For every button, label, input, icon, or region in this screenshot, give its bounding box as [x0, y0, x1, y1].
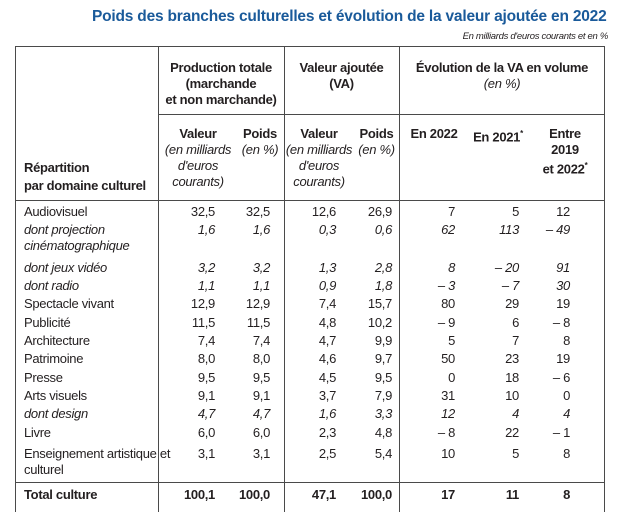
- cell-value: 5: [512, 204, 519, 219]
- col-header-en-2022: En 2022: [410, 126, 458, 141]
- cell-value: 91: [556, 260, 570, 275]
- cell-value: 50: [441, 351, 455, 366]
- cell-value: – 49: [545, 222, 570, 237]
- col-header-en-2021: En 2021*: [473, 129, 523, 145]
- cell-value: 32,5: [245, 204, 270, 219]
- col-header-prod-poids: Poids (en %): [241, 126, 279, 157]
- cell-value: 8,0: [197, 351, 215, 366]
- cell-value: – 20: [494, 260, 519, 275]
- cell-value: 2,8: [374, 260, 392, 275]
- cell-value: – 1: [552, 425, 570, 440]
- cell-value: 6: [512, 315, 519, 330]
- cell-value: 9,5: [252, 370, 270, 385]
- cell-value: 15,7: [367, 296, 392, 311]
- cell-value: 1,1: [252, 278, 270, 293]
- cell-value: 26,9: [367, 204, 392, 219]
- cell-value: 9,5: [197, 370, 215, 385]
- cell-value: 12,9: [245, 296, 270, 311]
- cell-value: 4,6: [318, 351, 336, 366]
- col-header-entre-2019-2022: Entre 2019 et 2022*: [542, 126, 588, 177]
- cell-value: 1,6: [318, 406, 336, 421]
- row-label: Arts visuels: [24, 388, 87, 403]
- cell-value: 11,5: [191, 315, 215, 330]
- divider-va: [284, 46, 285, 512]
- cell-value: 100,0: [360, 487, 392, 502]
- cell-value: 1,6: [197, 222, 215, 237]
- cell-value: 8: [563, 446, 570, 461]
- cell-value: 1,3: [318, 260, 336, 275]
- row-label: Livre: [24, 425, 51, 440]
- col-header-va-poids: Poids (en %): [358, 126, 395, 157]
- cell-value: 7,9: [374, 388, 392, 403]
- cell-value: 6,0: [197, 425, 215, 440]
- cell-value: 100,1: [183, 487, 215, 502]
- cell-value: 3,1: [252, 446, 270, 461]
- cell-value: 0: [563, 388, 570, 403]
- table-title: Poids des branches culturelles et évolution de la valeur ajoutée en 2022: [92, 8, 607, 25]
- cell-value: 29: [505, 296, 519, 311]
- col-header-va-valeur: Valeur (en milliards d'euros courants): [285, 126, 353, 189]
- cell-value: 19: [556, 351, 570, 366]
- cell-value: 7: [512, 333, 519, 348]
- header-bottom-rule: [15, 200, 605, 201]
- cell-value: 4: [563, 406, 570, 421]
- col-header-prod-valeur: Valeur (en milliards d'euros courants): [164, 126, 232, 189]
- header-underline-va: [284, 114, 399, 115]
- cell-value: 23: [505, 351, 519, 366]
- cell-value: 1,1: [197, 278, 215, 293]
- row-label: Total culture: [24, 487, 98, 502]
- cell-value: 3,2: [252, 260, 270, 275]
- cell-value: 4,8: [318, 315, 336, 330]
- cell-value: 0,9: [318, 278, 336, 293]
- row-label: Enseignement artistique et culturel: [24, 446, 171, 477]
- cell-value: 12,9: [190, 296, 215, 311]
- cell-value: 4,5: [318, 370, 336, 385]
- cell-value: 7,4: [318, 296, 336, 311]
- row-label: Spectacle vivant: [24, 296, 114, 311]
- cell-value: 9,7: [374, 351, 392, 366]
- cell-value: 9,9: [374, 333, 392, 348]
- cell-value: 4,8: [374, 425, 392, 440]
- row-label: dont radio: [24, 278, 79, 293]
- cell-value: 4: [512, 406, 519, 421]
- cell-value: 8,0: [252, 351, 270, 366]
- row-label: Audiovisuel: [24, 204, 88, 219]
- cell-value: 1,6: [252, 222, 270, 237]
- row-label: dont jeux vidéo: [24, 260, 107, 275]
- cell-value: 7,4: [197, 333, 215, 348]
- row-label: dont projection cinématographique: [24, 222, 130, 253]
- cell-value: 11,5: [246, 315, 270, 330]
- cell-value: 0: [448, 370, 455, 385]
- cell-value: 4,7: [197, 406, 215, 421]
- header-underline-production: [158, 114, 284, 115]
- cell-value: 47,1: [311, 487, 336, 502]
- cell-value: 12: [441, 406, 455, 421]
- cell-value: 2,3: [318, 425, 336, 440]
- cell-value: – 8: [552, 315, 570, 330]
- cell-value: 4,7: [252, 406, 270, 421]
- table-unit-note: En milliards d'euros courants et en %: [462, 31, 608, 42]
- cell-value: 7: [448, 204, 455, 219]
- cell-value: 1,8: [374, 278, 392, 293]
- cell-value: 6,0: [252, 425, 270, 440]
- cell-value: 9,5: [374, 370, 392, 385]
- cell-value: 22: [505, 425, 519, 440]
- row-label: Patrimoine: [24, 351, 84, 366]
- cell-value: 8: [563, 333, 570, 348]
- group-valeur-ajoutee: Valeur ajoutée (VA): [299, 60, 384, 91]
- cell-value: 10,2: [367, 315, 392, 330]
- cell-value: 31: [441, 388, 455, 403]
- cell-value: 11: [505, 487, 519, 502]
- row-label: Presse: [24, 370, 63, 385]
- cell-value: – 7: [501, 278, 519, 293]
- cell-value: 3,7: [318, 388, 336, 403]
- cell-value: 19: [556, 296, 570, 311]
- row-label: dont design: [24, 406, 88, 421]
- cell-value: 5: [448, 333, 455, 348]
- row-header-title: Répartition par domaine culturel: [24, 160, 146, 193]
- cell-value: 9,1: [252, 388, 270, 403]
- cell-value: 12: [556, 204, 570, 219]
- total-top-rule: [15, 482, 605, 483]
- header-underline-evolution: [399, 114, 605, 115]
- cell-value: 8: [563, 487, 570, 502]
- cell-value: – 8: [437, 425, 455, 440]
- cell-value: 10: [505, 388, 519, 403]
- cell-value: 5,4: [374, 446, 392, 461]
- cell-value: 5: [512, 446, 519, 461]
- cell-value: – 6: [552, 370, 570, 385]
- cell-value: 2,5: [318, 446, 336, 461]
- cell-value: 62: [441, 222, 455, 237]
- cell-value: 3,2: [197, 260, 215, 275]
- cell-value: 4,7: [318, 333, 336, 348]
- cell-value: 10: [441, 446, 455, 461]
- row-label: Architecture: [24, 333, 90, 348]
- cell-value: 17: [441, 487, 455, 502]
- cell-value: 7,4: [252, 333, 270, 348]
- cell-value: – 3: [437, 278, 455, 293]
- group-evolution: Évolution de la VA en volume (en %): [415, 60, 589, 91]
- cell-value: 9,1: [197, 388, 215, 403]
- cell-value: 100,0: [238, 487, 270, 502]
- cell-value: 113: [499, 222, 519, 237]
- cell-value: 80: [441, 296, 455, 311]
- row-label: Publicité: [24, 315, 71, 330]
- divider-evolution: [399, 46, 400, 512]
- cell-value: 8: [448, 260, 455, 275]
- cell-value: 18: [505, 370, 519, 385]
- cell-value: 0,3: [318, 222, 336, 237]
- group-production: Production totale (marchande et non marchande): [165, 60, 277, 107]
- cell-value: 0,6: [374, 222, 392, 237]
- cell-value: 32,5: [190, 204, 215, 219]
- cell-value: 30: [556, 278, 570, 293]
- cell-value: – 9: [437, 315, 455, 330]
- cell-value: 12,6: [311, 204, 336, 219]
- cell-value: 3,3: [374, 406, 392, 421]
- cell-value: 3,1: [197, 446, 215, 461]
